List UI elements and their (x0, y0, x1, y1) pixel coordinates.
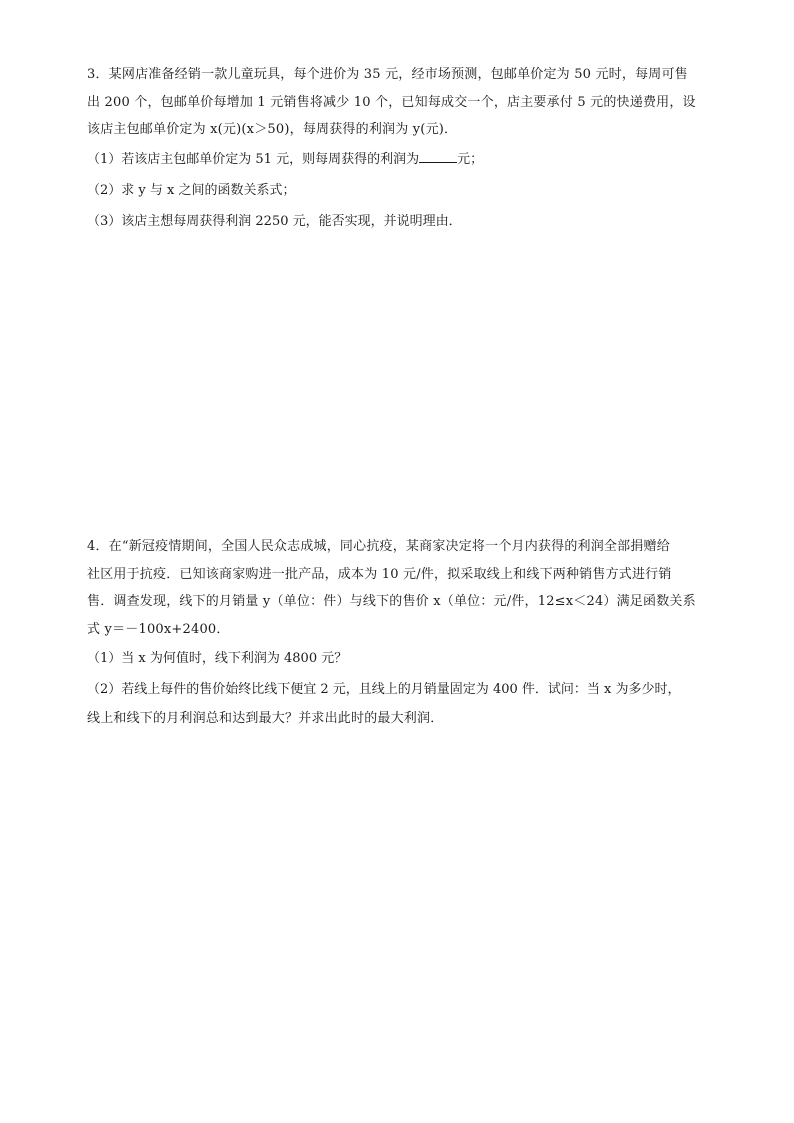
answer-blank (419, 148, 457, 163)
problem-3-part-1 (87, 144, 709, 175)
problem-3-part-2: （2）求 y 与 x 之间的函数关系式； (87, 182, 296, 198)
problem-3 (87, 61, 709, 237)
problem-4-stem-line-3: 售．调查发现，线下的月销量 y（单位：件）与线下的售价 x（单位：元/件，12≤x＜24）满足函数关系 (87, 594, 696, 609)
problem-4-stem-line-4: 式 y＝－100x+2400． (87, 621, 230, 637)
problem-4-part-1: （1）当 x 为何值时，线下利润为 4800 元？ (87, 651, 348, 666)
problem-4-stem-line-2: 社区用于抗疫．已知该商家购进一批产品，成本为 10 元/件，拟采取线上和线下两种销售方式进行销 (87, 566, 672, 582)
problem-3-part-3: （3）该店主想每周获得利润 2250 元，能否实现，并说明理由． (87, 213, 462, 229)
problem-4-part-2-line-1: （2）若线上每件的售价始终比线下便宜 2 元，且线上的月销量固定为 400 件．试问：当 x 为多少时， (87, 682, 681, 697)
problem-3-part-1-unit: 元； (457, 151, 484, 167)
problem-3-stem-line-3: 该店主包邮单价定为 x(元)(x＞50)，每周获得的利润为 y(元)． (87, 122, 458, 137)
problem-4 (87, 533, 709, 733)
problem-3-part-1-text: （1）若该店主包邮单价定为 51 元，则每周获得的利润为 (87, 151, 420, 167)
problem-4-stem-line-1: 4．在“新冠疫情期间，全国人民众志成城，同心抗疫，某商家决定将一个月内获得的利润全部捐赠给 (87, 539, 670, 554)
problem-3-stem-line-2: 出 200 个，包邮单价每增加 1 元销售将减少 10 个，已知每成交一个，店主要承付 5 元的快递费用，设 (87, 94, 696, 110)
problem-3-stem-line-1: 3．某网店准备经销一款儿童玩具，每个进价为 35 元，经市场预测，包邮单价定为 50 元时，每周可售 (87, 67, 688, 82)
problem-4-part-2-line-2: 线上和线下的月利润总和达到最大？并求出此时的最大利润． (87, 711, 444, 726)
